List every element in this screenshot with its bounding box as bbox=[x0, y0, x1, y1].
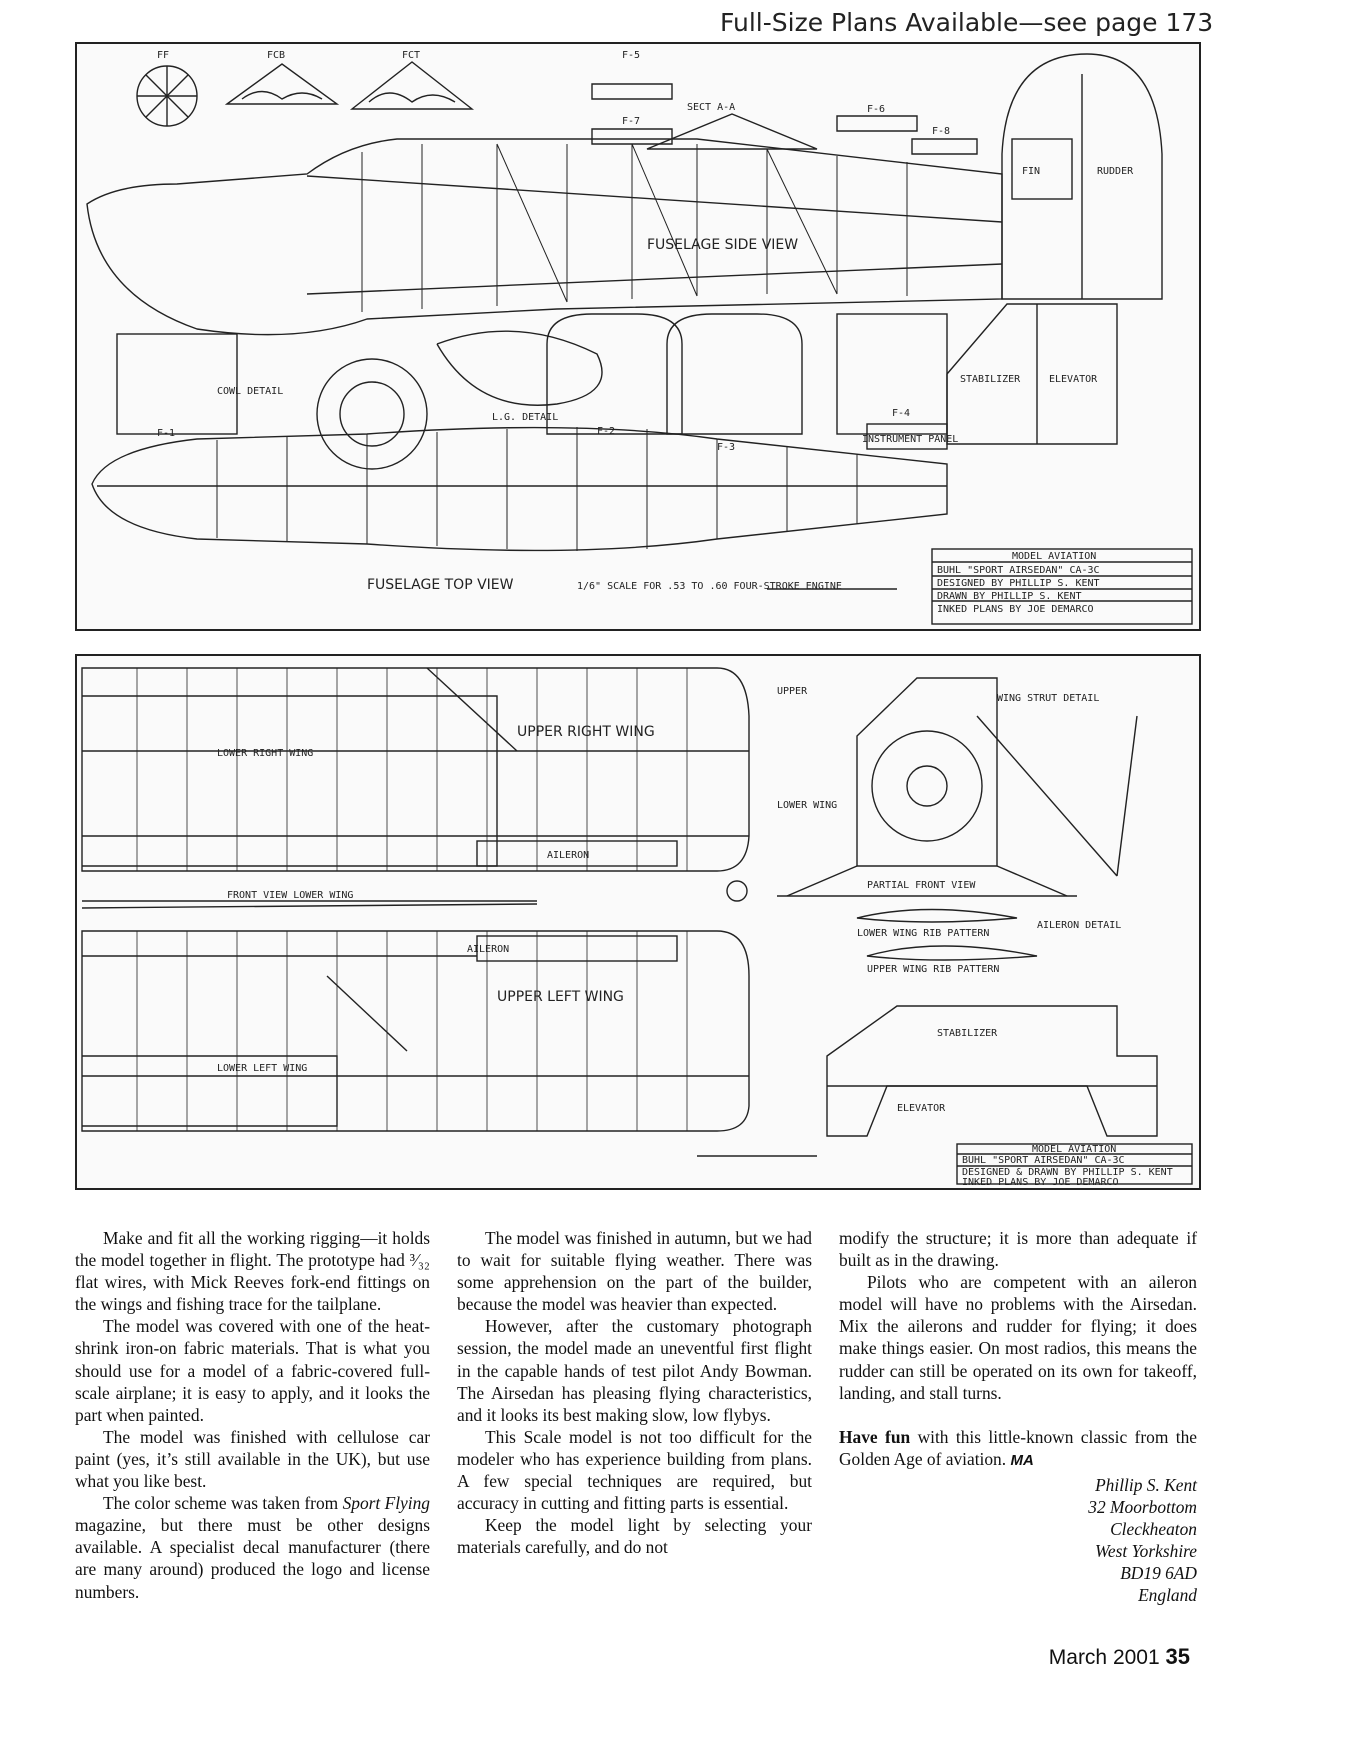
paragraph: This Scale model is not too difficult for the modeler who has experience building from plans. A few special techniques are required, but accuracy in cutting and fitting parts is essential. bbox=[457, 1426, 812, 1514]
paragraph: Keep the model light by selecting your materials carefully, and do not bbox=[457, 1515, 812, 1558]
label-fct: FCT bbox=[402, 50, 421, 61]
article-column-2 bbox=[457, 1227, 812, 1558]
label-lower-wing-rib: LOWER WING RIB PATTERN bbox=[857, 928, 990, 939]
plan-sheet-fuselage bbox=[75, 42, 1201, 631]
label-lower-left-wing: LOWER LEFT WING bbox=[217, 1063, 308, 1074]
paragraph: The model was covered with one of the heat-shrink iron-on fabric materials. That is what you should use for a model of a fabric-covered full-scale airplane; it is easy to apply, and it looks the part when painted. bbox=[75, 1316, 430, 1425]
address-line: 32 Moorbottom bbox=[1088, 1497, 1197, 1518]
label-f7: F-7 bbox=[622, 116, 641, 127]
label-f1: F-1 bbox=[157, 428, 176, 439]
paragraph: The model was finished with cellulose car paint (yes, it’s still available in the UK), but use what you like best. bbox=[75, 1426, 430, 1492]
ma-end-mark: MA bbox=[1010, 1451, 1034, 1469]
paragraph: The color scheme was taken from Sport Flying magazine, but there must be other designs available. A specialist decal manufacturer (there are many around) produced the logo and license numbers. bbox=[75, 1493, 430, 1602]
author-name: Phillip S. Kent bbox=[1095, 1474, 1197, 1495]
article-column-1 bbox=[75, 1227, 430, 1603]
address-line: England bbox=[1138, 1585, 1197, 1606]
label-sect-aa: SECT A-A bbox=[687, 102, 736, 113]
title-block2-line2: BUHL "SPORT AIRSEDAN" CA-3C bbox=[962, 1155, 1125, 1166]
page-number: 35 bbox=[1165, 1644, 1190, 1669]
title-block2-line3: DESIGNED & DRAWN BY PHILLIP S. KENT bbox=[962, 1167, 1173, 1178]
label-upper-left-wing: UPPER LEFT WING bbox=[497, 989, 624, 1005]
plan-sheet-wings bbox=[75, 654, 1201, 1190]
label-elevator-2: ELEVATOR bbox=[897, 1103, 946, 1114]
label-stabilizer-2: STABILIZER bbox=[937, 1028, 998, 1039]
label-fuselage-side-view: FUSELAGE SIDE VIEW bbox=[647, 237, 799, 253]
fuselage-drawing bbox=[77, 44, 1199, 629]
title-block2-line1: MODEL AVIATION bbox=[1032, 1144, 1117, 1155]
title-block2-line4: INKED PLANS BY JOE DEMARCO bbox=[962, 1177, 1119, 1188]
label-rudder: RUDDER bbox=[1097, 166, 1134, 177]
closing-paragraph: Have fun with this little-known classic from the Golden Age of aviation. MA bbox=[839, 1426, 1197, 1469]
paragraph: The model was finished in autumn, but we had to wait for suitable flying weather. There was some apprehension on the part of the builder, because the model was heavier than expected. bbox=[457, 1228, 812, 1315]
label-wing-strut-detail: WING STRUT DETAIL bbox=[997, 693, 1100, 704]
title-block-line5: INKED PLANS BY JOE DEMARCO bbox=[937, 604, 1094, 615]
address-line: Cleckheaton bbox=[1110, 1519, 1197, 1540]
label-f2: F-2 bbox=[597, 426, 616, 437]
label-lower-right-wing: LOWER RIGHT WING bbox=[217, 748, 314, 759]
label-fin: FIN bbox=[1022, 166, 1041, 177]
label-upper: UPPER bbox=[777, 686, 808, 697]
paragraph: Make and fit all the working rigging—it holds the model together in flight. The prototype had ³⁄₃₂ flat wires, with Mick Reeves fork-end fittings on the wings and fishing trace for the tailplane. bbox=[75, 1228, 430, 1315]
label-partial-front-view: PARTIAL FRONT VIEW bbox=[867, 880, 976, 891]
label-f6: F-6 bbox=[867, 104, 886, 115]
address-line: West Yorkshire bbox=[1095, 1541, 1197, 1562]
label-aileron-upper: AILERON bbox=[547, 850, 590, 861]
label-instrument-panel: INSTRUMENT PANEL bbox=[862, 434, 959, 445]
paragraph: Pilots who are competent with an aileron model will have no problems with the Airsedan. Mix the ailerons and rudder for flying; it does make things easier. On most radios, this means the rudder can still be operated on its own for takeoff, landing, and stall turns. bbox=[839, 1272, 1197, 1403]
title-block-line2: BUHL "SPORT AIRSEDAN" CA-3C bbox=[937, 565, 1100, 576]
paragraph: modify the structure; it is more than adequate if built as in the drawing. bbox=[839, 1228, 1197, 1271]
address-line: BD19 6AD bbox=[1120, 1563, 1197, 1584]
issue-date: March 2001 bbox=[1048, 1646, 1160, 1669]
label-lg-detail: L.G. DETAIL bbox=[492, 412, 559, 423]
closing-lead: Have fun bbox=[839, 1426, 911, 1447]
label-aileron-lower: AILERON bbox=[467, 944, 510, 955]
paragraph: However, after the customary photograph session, the model made an uneventful first flight in the capable hands of test pilot Andy Bowman. The Airsedan has pleasing flying characteristics, and it looks its best making slow, low flybys. bbox=[457, 1316, 812, 1425]
label-fcb: FCB bbox=[267, 50, 286, 61]
label-fuselage-top-view: FUSELAGE TOP VIEW bbox=[367, 577, 514, 593]
label-elevator: ELEVATOR bbox=[1049, 374, 1098, 385]
label-f8: F-8 bbox=[932, 126, 951, 137]
title-block-line1: MODEL AVIATION bbox=[1012, 551, 1097, 562]
label-lower-wing: LOWER WING bbox=[777, 800, 838, 811]
wings-drawing bbox=[77, 656, 1199, 1188]
plans-available-note: Full-Size Plans Available—see page 173 bbox=[720, 8, 1214, 37]
label-f3: F-3 bbox=[717, 442, 736, 453]
label-cowl-detail: COWL DETAIL bbox=[217, 386, 284, 397]
label-front-view-lower-wing: FRONT VIEW LOWER WING bbox=[227, 890, 354, 901]
label-upper-wing-rib: UPPER WING RIB PATTERN bbox=[867, 964, 1000, 975]
page-footer bbox=[900, 1644, 1190, 1670]
article-column-3 bbox=[839, 1227, 1197, 1607]
title-block-line4: DRAWN BY PHILLIP S. KENT bbox=[937, 591, 1082, 602]
label-stabilizer: STABILIZER bbox=[960, 374, 1021, 385]
label-aileron-detail: AILERON DETAIL bbox=[1037, 920, 1122, 931]
author-signature bbox=[839, 1474, 1197, 1607]
title-block-line3: DESIGNED BY PHILLIP S. KENT bbox=[937, 578, 1100, 589]
label-ff: FF bbox=[157, 50, 170, 61]
label-f4: F-4 bbox=[892, 408, 911, 419]
label-f5: F-5 bbox=[622, 50, 641, 61]
scale-note: 1/6" SCALE FOR .53 TO .60 FOUR-STROKE ENGINE bbox=[577, 581, 842, 592]
label-upper-right-wing: UPPER RIGHT WING bbox=[517, 724, 655, 740]
